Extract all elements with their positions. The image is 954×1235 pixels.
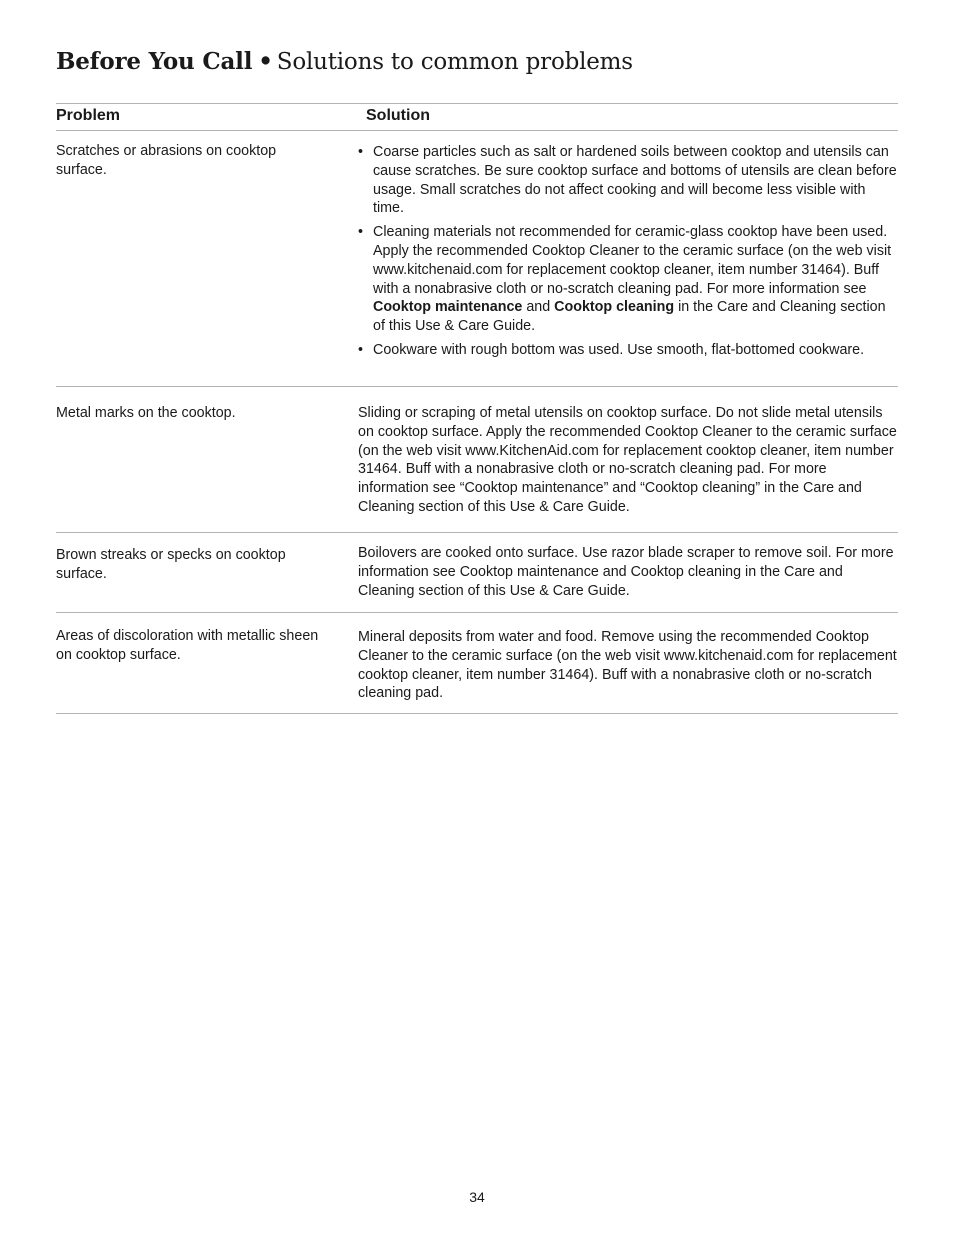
column-header-solution: Solution	[366, 107, 430, 124]
page-title	[56, 48, 633, 75]
table-bottom-rule	[56, 713, 898, 714]
bullet-bold-reference: Cooktop cleaning	[554, 299, 675, 316]
bullet-text: Cleaning materials not recommended for ceramic-glass cooktop have been used. Apply the recommended Cooktop Cleaner to the ceramic surface (on the web visit www.kitchenaid.com for replacement cooktop cleaner, item number 31464). Buff with a nonabrasive cloth or no-scratch cleaning pad. For more information see	[373, 224, 892, 297]
solution-bullet: • Coarse particles such as salt or hardened soils between cooktop and utensils can cause scratches. Be sure cooktop surface and bottoms of utensils are clean before usage. Small scratches do not affect cooking and will become less visible with time.	[358, 143, 900, 218]
row-divider	[56, 532, 898, 533]
solution-bullet: • Cookware with rough bottom was used. Use smooth, flat-bottomed cookware.	[358, 341, 900, 360]
bullet-bold-reference: Cooktop maintenance	[373, 299, 523, 316]
column-header-problem: Problem	[56, 107, 121, 124]
page-number: 34	[469, 1189, 485, 1205]
page-title-subtitle: Solutions to common problems	[276, 49, 633, 75]
title-separator: •	[258, 48, 273, 75]
solution-cell: Boilovers are cooked onto surface. Use razor blade scraper to remove soil. For more information see Cooktop maintenance and Cooktop cleaning in the Care and Cleaning section of this Use & Care Guide.	[358, 545, 894, 599]
solution-cell: Sliding or scraping of metal utensils on cooktop surface. Do not slide metal utensils on cooktop surface. Apply the recommended Cooktop Cleaner to the ceramic surface (on the web visit www.KitchenAid.com for replacement cooktop cleaner, item number 31464. Buff with a nonabrasive cloth or no-scratch cleaning pad. For more information see “Cooktop maintenance” and “Cooktop cleaning” in the Care and Cleaning section of this Use & Care Guide.	[358, 405, 897, 515]
bullet-text: and	[522, 299, 555, 316]
solution-bullet-list	[358, 143, 900, 360]
problem-cell: Areas of discoloration with metallic sheen on cooktop surface.	[56, 628, 319, 663]
table-top-rule	[56, 103, 898, 104]
row-divider	[56, 612, 898, 613]
bullet-text: in the Care and Cleaning section of this Use & Care Guide.	[373, 299, 886, 335]
problem-cell: Scratches or abrasions on cooktop surface.	[56, 143, 277, 178]
problem-cell: Metal marks on the cooktop.	[56, 405, 236, 421]
solution-cell: Mineral deposits from water and food. Remove using the recommended Cooktop Cleaner to the ceramic surface (on the web visit www.kitchenaid.com for replacement cooktop cleaner, item number 31464). Buff with a nonabrasive cloth or no-scratch cleaning pad.	[358, 629, 897, 702]
problem-cell: Brown streaks or specks on cooktop surface.	[56, 547, 286, 582]
row-divider	[56, 386, 898, 387]
solution-bullet	[358, 223, 900, 336]
header-rule	[56, 130, 898, 131]
page-title-section: Before You Call	[56, 48, 253, 75]
